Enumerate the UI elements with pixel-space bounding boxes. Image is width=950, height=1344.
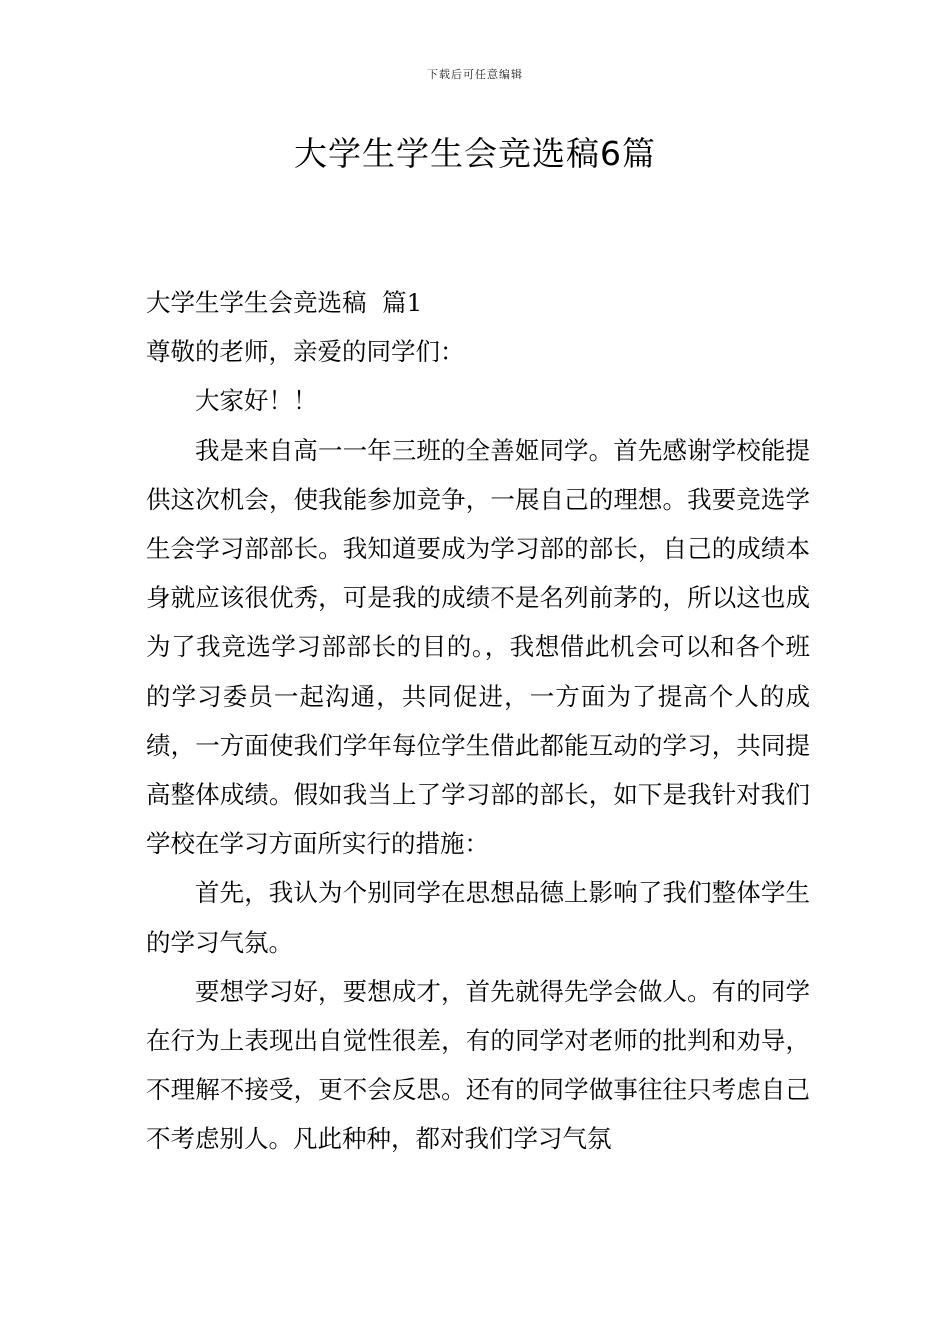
paragraph: 我是来自高一一年三班的全善姬同学。首先感谢学校能提供这次机会，使我能参加竞争，一展自己的理想。我要竞选学生会学习部部长。我知道要成为学习部的部长，自己的成绩本身就应该很优秀，可是我的成绩不是名列前茅的，所以这也成为了我竞选学习部部长的目的。，我想借此机会可以和各个班的学习委员一起沟通，共同促进，一方面为了提高个人的成绩，一方面使我们学年每位学生借此都能互动的学习，共同提高整体成绩。假如我当上了学习部的部长，如下是我针对我们学校在学习方面所实行的措施： <box>146 435 810 859</box>
document-body <box>146 278 810 1164</box>
paragraph: 大家好！！ <box>195 386 318 416</box>
paragraph: 要想学习好，要想成才，首先就得先学会做人。有的同学在行为上表现出自觉性很差，有的同学对老师的批判和劝导，不理解不接受，更不会反思。还有的同学做事往往只考虑自己不考虑别人。凡此种种，都对我们学习气氛 <box>146 976 810 1154</box>
salutation: 尊敬的老师，亲爱的同学们： <box>146 337 465 367</box>
section-heading: 大学生学生会竞选稿 篇1 <box>146 288 423 317</box>
header-note: 下载后可任意编辑 <box>427 68 523 81</box>
paragraph: 首先，我认为个别同学在思想品德上影响了我们整体学生的学习气氛。 <box>146 878 810 957</box>
document-title: 大学生学生会竞选稿6篇 <box>294 134 656 173</box>
